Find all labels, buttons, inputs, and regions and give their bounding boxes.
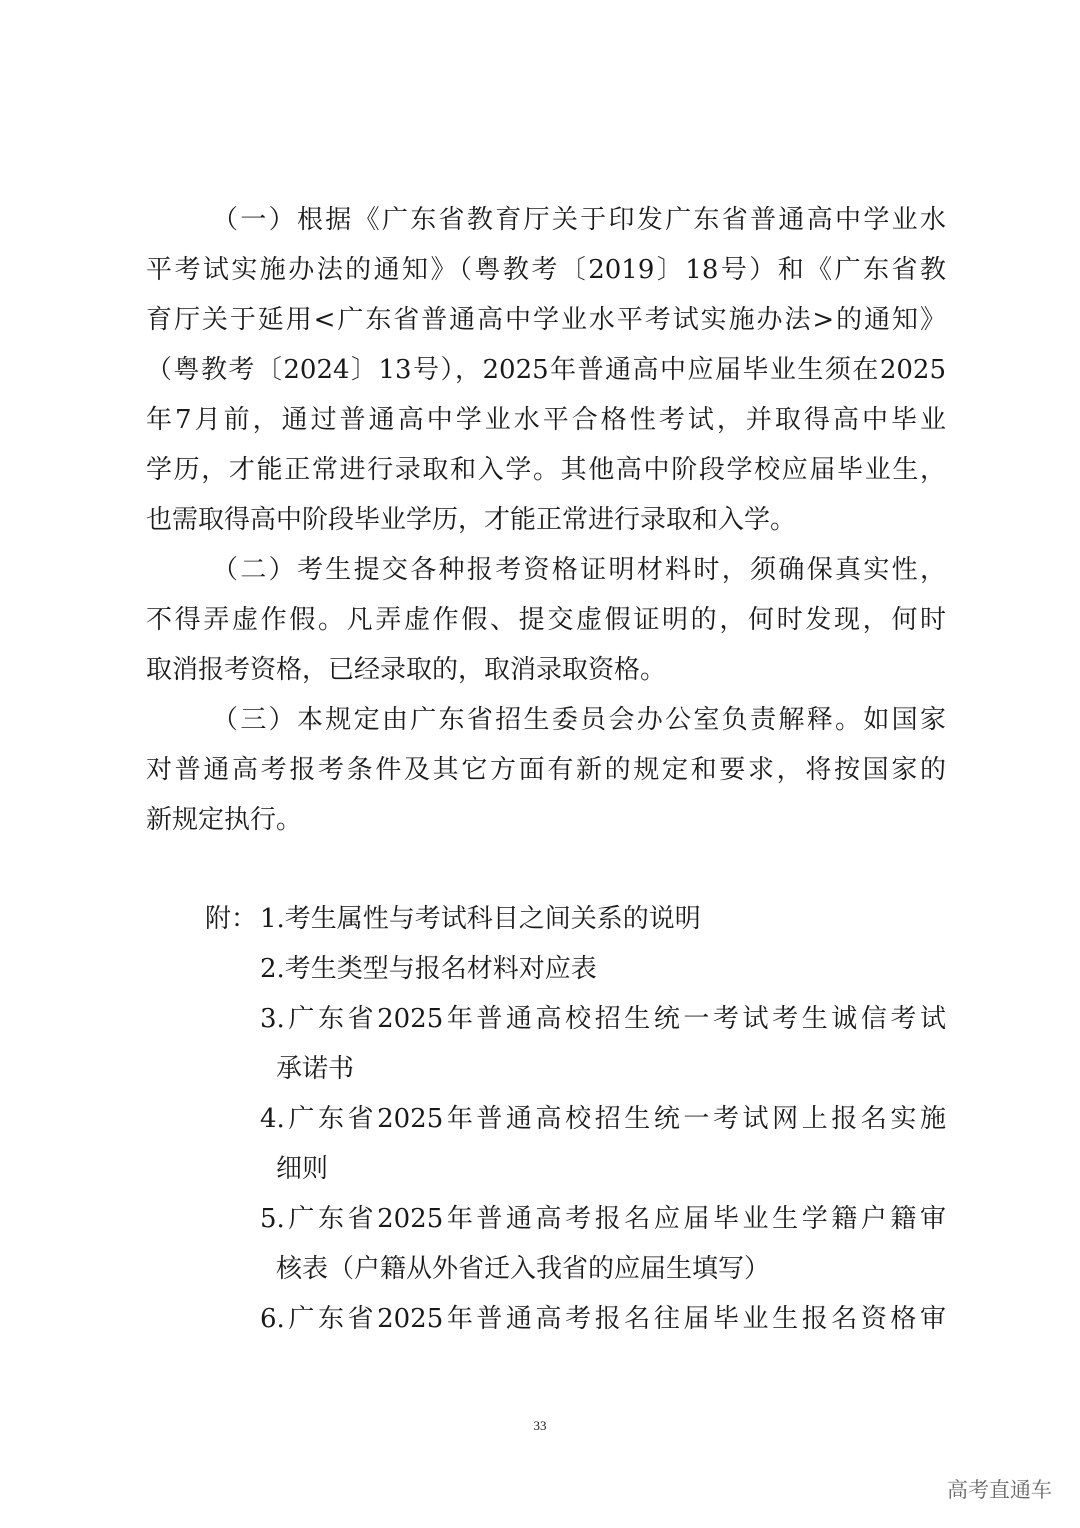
paragraph-1-line: 育厅关于延用<广东省普通高中学业水平考试实施办法>的通知》 — [146, 305, 946, 335]
attachment-title: 6.广东省2025年普通高考报名往届毕业生报名资格审 — [260, 1304, 946, 1334]
attachment-continuation — [205, 1244, 946, 1294]
paragraph-2-line: （二）考生提交各种报考资格证明材料时，须确保真实性， — [212, 555, 946, 585]
attachment-item — [205, 1294, 946, 1344]
attachment-title: 3.广东省2025年普通高校招生统一考试考生诚信考试 — [260, 1004, 946, 1034]
paragraph-1-line: （一）根据《广东省教育厅关于印发广东省普通高中学业水 — [212, 205, 946, 235]
attachments-list — [205, 894, 946, 1344]
paragraph-2-line: 不得弄虚作假。凡弄虚作假、提交虚假证明的，何时发现，何时 — [146, 605, 946, 635]
attachment-item — [205, 994, 946, 1044]
paragraph-1-line: 年7月前，通过普通高中学业水平合格性考试，并取得高中毕业 — [146, 405, 946, 435]
attachment-title: 4.广东省2025年普通高校招生统一考试网上报名实施 — [260, 1104, 946, 1134]
attachment-item — [205, 894, 946, 944]
attachment-title-continued: 核表（户籍从外省迁入我省的应届生填写） — [276, 1254, 771, 1284]
document-body — [146, 195, 946, 845]
attachment-item — [205, 1194, 946, 1244]
attachment-title: 2.考生类型与报名材料对应表 — [260, 954, 597, 984]
paragraph-1-line: （粤教考〔2024〕13号），2025年普通高中应届毕业生须在2025 — [146, 355, 946, 385]
attachment-title: 1.考生属性与考试科目之间关系的说明 — [260, 904, 701, 934]
paragraph-1-line: 平考试实施办法的通知》（粤教考〔2019〕18号）和《广东省教 — [146, 255, 946, 285]
paragraph-1-line: 也需取得高中阶段毕业学历，才能正常进行录取和入学。 — [146, 505, 797, 535]
attachments-label: 附： — [205, 904, 258, 934]
watermark: 高考直通车 — [947, 1478, 1052, 1502]
attachment-continuation — [205, 1044, 946, 1094]
page-number: 33 — [533, 1418, 547, 1433]
paragraph-2-line: 取消报考资格，已经录取的，取消录取资格。 — [146, 655, 667, 685]
attachment-title-continued: 承诺书 — [276, 1054, 355, 1084]
attachment-continuation — [205, 1144, 946, 1194]
paragraph-1-line: 学历，才能正常进行录取和入学。其他高中阶段学校应届毕业生， — [146, 455, 946, 485]
attachment-item — [205, 944, 946, 994]
paragraph-3-line: 新规定执行。 — [146, 805, 303, 835]
attachment-title: 5.广东省2025年普通高考报名应届毕业生学籍户籍审 — [260, 1204, 946, 1234]
paragraph-3-line: （三）本规定由广东省招生委员会办公室负责解释。如国家 — [212, 705, 946, 735]
paragraph-3-line: 对普通高考报考条件及其它方面有新的规定和要求，将按国家的 — [146, 755, 946, 785]
attachment-title-continued: 细则 — [276, 1154, 329, 1184]
attachment-item — [205, 1094, 946, 1144]
